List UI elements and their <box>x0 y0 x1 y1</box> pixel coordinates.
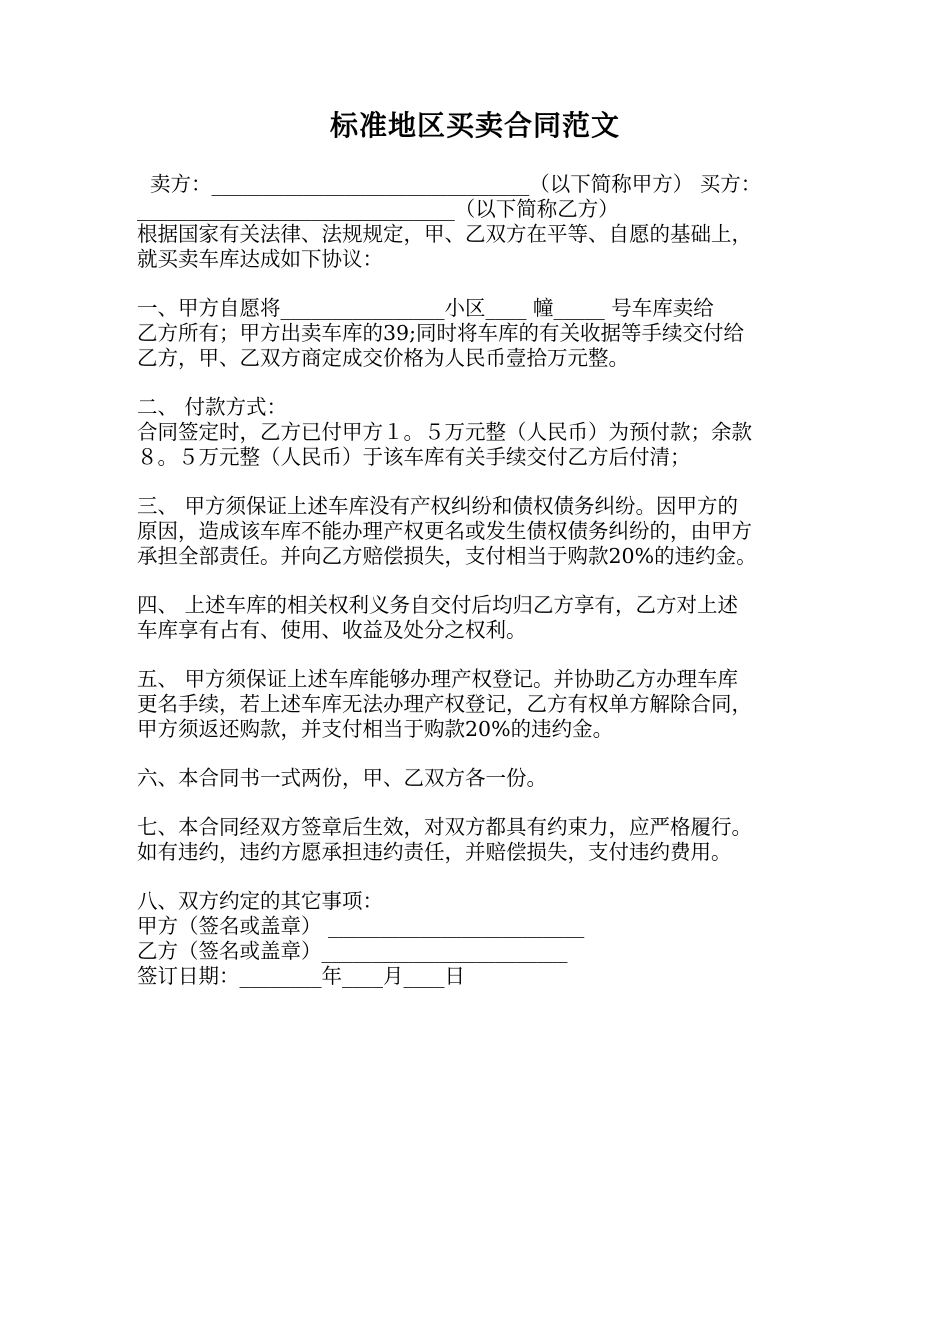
clause-3-line-3: 承担全部责任。并向乙方赔偿损失，支付相当于购款20%的违约金。 <box>137 544 757 568</box>
paragraph-gap <box>137 742 817 766</box>
clause-8-line-1: 八、双方约定的其它事项： <box>137 889 383 913</box>
signing-date: 签订日期：________年____月____日 <box>137 964 465 988</box>
intro-line-1: 根据国家有关法律、法规规定，甲、乙双方在平等、自愿的基础上， <box>137 222 752 246</box>
signature-party-b: 乙方（签名或盖章）________________________ <box>137 939 568 963</box>
clause-3-line-1: 三、 甲方须保证上述车库没有产权纠纷和债权债务纠纷。因甲方的 <box>137 494 739 518</box>
paragraph-gap <box>137 371 817 395</box>
paragraph-gap <box>137 643 817 667</box>
signature-party-a: 甲方（签名或盖章） _________________________ <box>137 914 585 938</box>
clause-1-line-1: 一、甲方自愿将________________小区____ 幢_____ 号车库卖给 <box>137 296 714 320</box>
clause-4-line-1: 四、 上述车库的相关权利义务自交付后均归乙方享有，乙方对上述 <box>137 593 739 617</box>
clause-4-line-2: 车库享有占有、使用、收益及处分之权利。 <box>137 618 527 642</box>
clause-2-line-3: ８。５万元整（人民币）于该车库有关手续交付乙方后付清； <box>137 445 691 469</box>
clause-5-line-3: 甲方须返还购款，并支付相当于购款20%的违约金。 <box>137 717 614 741</box>
parties-line-1: 卖方：_______________________________（以下简称甲方） 买方： <box>137 172 762 196</box>
parties-line-2: _______________________________（以下简称乙方） <box>137 197 619 221</box>
clause-5-line-1: 五、 甲方须保证上述车库能够办理产权登记。并协助乙方办理车库 <box>137 667 739 691</box>
paragraph-gap <box>137 865 817 889</box>
clause-1-line-2: 乙方所有；甲方出卖车库的39;同时将车库的有关收据等手续交付给 <box>137 321 744 345</box>
paragraph-gap <box>137 569 817 593</box>
document-body <box>137 172 817 989</box>
document-title: 标准地区买卖合同范文 <box>329 109 620 142</box>
clause-2-line-2: 合同签定时，乙方已付甲方１。５万元整（人民币）为预付款；余款 <box>137 420 752 444</box>
clause-5-line-2: 更名手续，若上述车库无法办理产权登记，乙方有权单方解除合同， <box>137 692 752 716</box>
clause-7-line-2: 如有违约，违约方愿承担违约责任，并赔偿损失，支付违约费用。 <box>137 840 732 864</box>
paragraph-gap <box>137 470 817 494</box>
clause-3-line-2: 原因，造成该车库不能办理产权更名或发生债权债务纠纷的，由甲方 <box>137 519 752 543</box>
clause-1-line-3: 乙方，甲、乙双方商定成交价格为人民币壹拾万元整。 <box>137 346 629 370</box>
paragraph-gap <box>137 272 817 296</box>
paragraph-gap <box>137 791 817 815</box>
intro-line-2: 就买卖车库达成如下协议： <box>137 247 383 271</box>
clause-6-line-1: 六、本合同书一式两份，甲、乙双方各一份。 <box>137 766 547 790</box>
clause-7-line-1: 七、本合同经双方签章后生效，对双方都具有约束力，应严格履行。 <box>137 815 752 839</box>
clause-2-line-1: 二、 付款方式： <box>137 395 288 419</box>
